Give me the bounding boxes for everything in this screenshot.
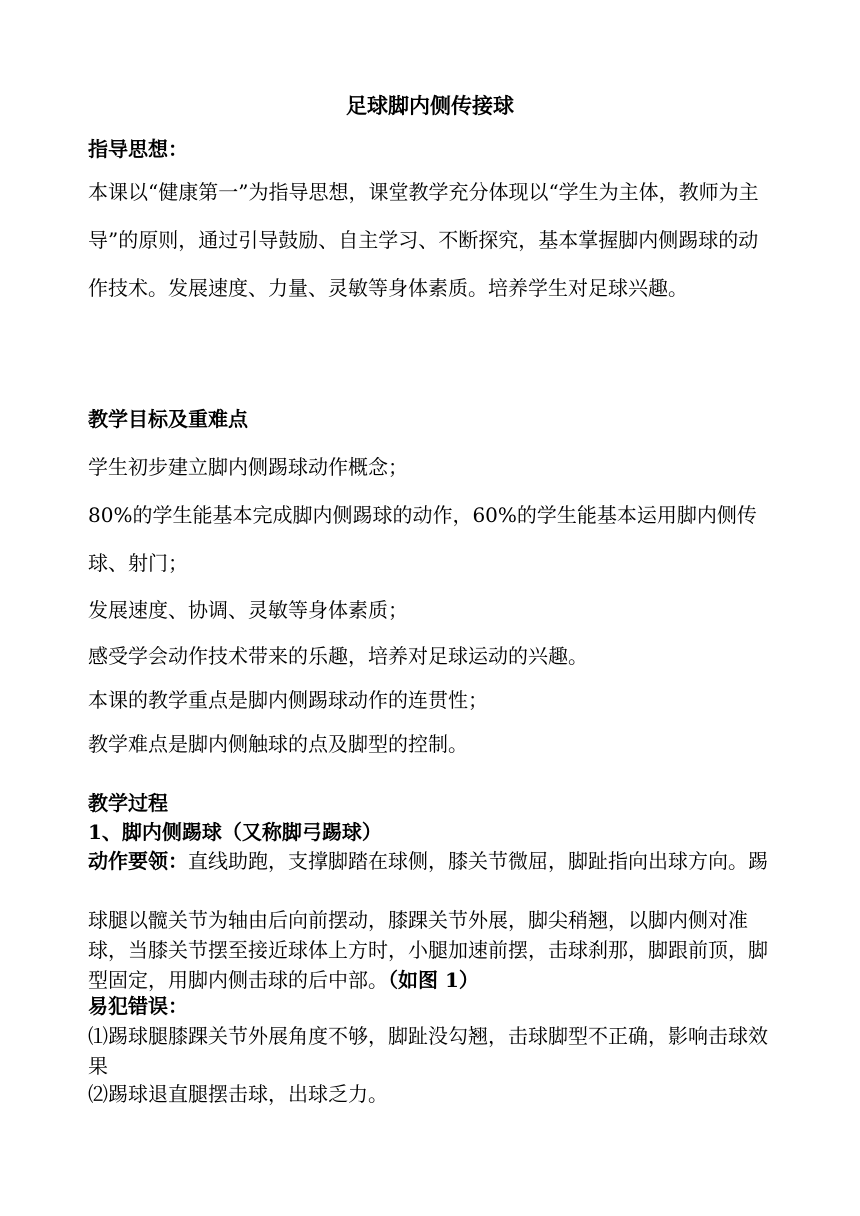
document-title: 足球脚内侧传接球: [346, 93, 514, 118]
goal-item: 发展速度、协调、灵敏等身体素质；: [88, 598, 408, 622]
goal-item: 80%的学生能基本完成脚内侧踢球的动作，60%的学生能基本运用脚内侧传球、射门；: [88, 503, 757, 575]
figure-reference: （如图 1）: [388, 968, 479, 992]
essentials-label: 动作要领：: [88, 849, 188, 873]
guiding-paragraph: 本课以“健康第一”为指导思想，课堂教学充分体现以“学生为主体，教师为主导”的原则，通过引导鼓励、自主学习、不断探究，基本掌握脚内侧踢球的动作技术。发展速度、力量、灵敏等身体素质。培养学生对足球兴趣。: [88, 180, 759, 300]
guiding-heading: 指导思想：: [88, 137, 188, 161]
goal-item: 本课的教学重点是脚内侧踢球动作的连贯性；: [88, 688, 488, 712]
goals-heading: 教学目标及重难点: [88, 407, 248, 431]
goal-item: 感受学会动作技术带来的乐趣，培养对足球运动的兴趣。: [88, 644, 588, 668]
goal-item: 学生初步建立脚内侧踢球动作概念；: [88, 455, 408, 479]
error-item: ⑴踢球腿膝踝关节外展角度不够，脚趾没勾翘，击球脚型不正确，影响击球效果: [88, 1024, 768, 1078]
process-heading: 教学过程: [88, 791, 168, 815]
error-item: ⑵踢球退直腿摆击球，出球乏力。: [88, 1082, 388, 1106]
process-subheading: 1、脚内侧踢球（又称脚弓踢球）: [88, 820, 382, 844]
essentials-paragraph-cont: [88, 905, 778, 995]
essentials-text-cont: 球腿以髋关节为轴由后向前摆动，膝踝关节外展，脚尖稍翘，以脚内侧对准球，当膝关节摆至接近球体上方时，小腿加速前摆，击球刹那，脚跟前顶，脚型固定，用脚内侧击球的后中部。: [88, 908, 768, 992]
goal-item: 教学难点是脚内侧触球的点及脚型的控制。: [88, 732, 468, 756]
essentials-paragraph: [88, 846, 778, 876]
errors-heading: 易犯错误：: [88, 994, 188, 1018]
essentials-text: 直线助跑，支撑脚踏在球侧，膝关节微屈，脚趾指向出球方向。踢: [188, 849, 768, 873]
